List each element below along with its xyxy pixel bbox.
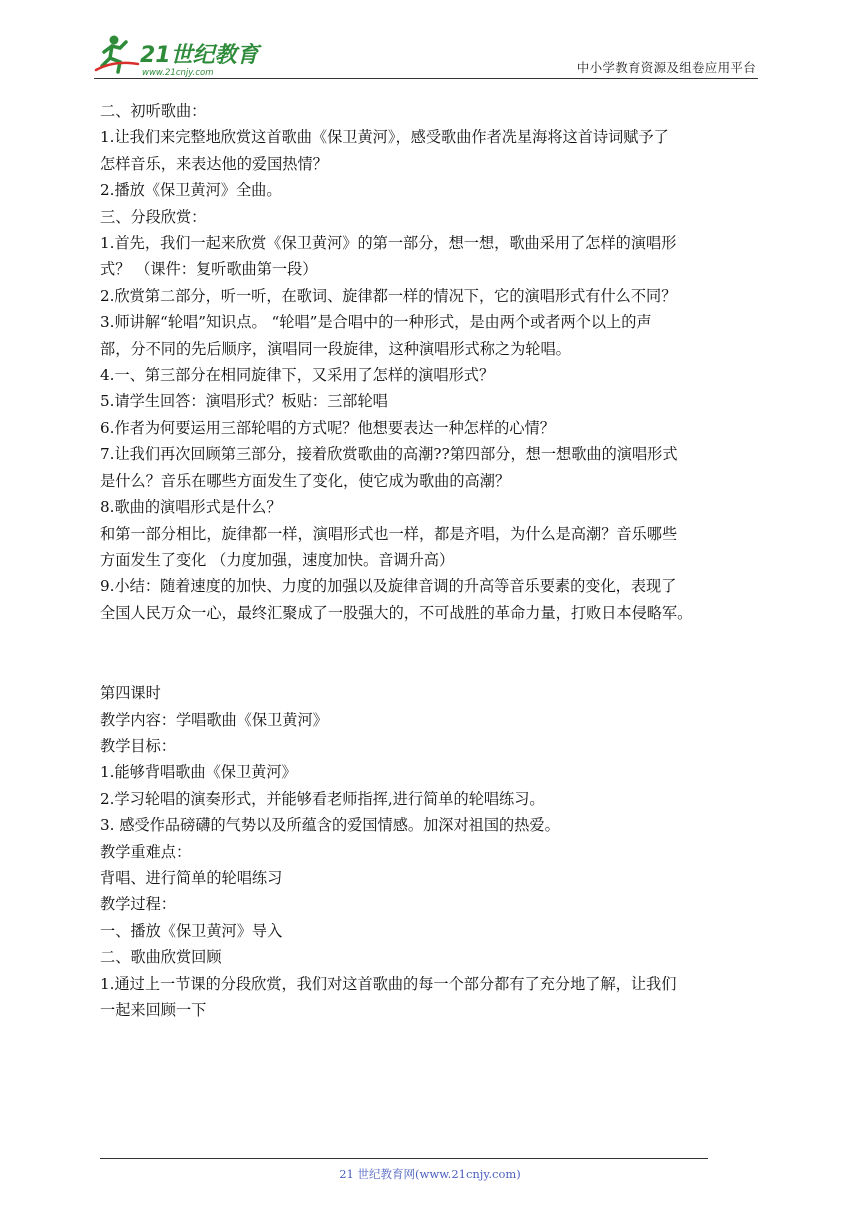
text-line: 1.首先，我们一起来欣赏《保卫黄河》的第一部分，想一想，歌曲采用了怎样的演唱形 xyxy=(100,234,677,253)
logo xyxy=(94,30,264,78)
text-line: 教学过程： xyxy=(100,895,176,914)
text-line: 怎样音乐，来表达他的爱国热情？ xyxy=(100,154,328,173)
text-line: 和第一部分相比，旋律都一样，演唱形式也一样，都是齐唱，为什么是高潮？音乐哪些 xyxy=(100,524,678,543)
text-line: 3.师讲解“轮唱”知识点。 “轮唱”是合唱中的一种形式，是由两个或者两个以上的声 xyxy=(100,313,652,332)
logo-url: www.21cnjy.com xyxy=(142,68,214,78)
text-line: 方面发生了变化 （力度加强，速度加快。音调升高） xyxy=(100,550,455,569)
text-line: 1.让我们来完整地欣赏这首歌曲《保卫黄河》，感受歌曲作者冼星海将这首诗词赋予了 xyxy=(100,128,669,147)
header-divider xyxy=(94,78,758,79)
text-line: 3. 感受作品磅礴的气势以及所蕴含的爱国情感。加深对祖国的热爱。 xyxy=(100,816,560,835)
footer-link[interactable]: 21 世纪教育网(www.21cnjy.com) xyxy=(339,1167,521,1181)
runner-icon xyxy=(96,36,138,73)
text-line: 9.小结：随着速度的加快、力度的加强以及旋律音调的升高等音乐要素的变化，表现了 xyxy=(100,577,677,596)
document-body xyxy=(100,98,768,1023)
text-line: 教学重难点： xyxy=(100,842,192,861)
footer-divider xyxy=(100,1158,708,1159)
text-line: 部，分不同的先后顺序，演唱同一段旋律，这种演唱形式称之为轮唱。 xyxy=(100,339,571,358)
text-line: 8.歌曲的演唱形式是什么？ xyxy=(100,498,282,517)
text-line: 是什么？音乐在哪些方面发生了变化，使它成为歌曲的高潮？ xyxy=(100,471,511,490)
text-line: 1.通过上一节课的分段欣赏，我们对这首歌曲的每一个部分都有了充分地了解，让我们 xyxy=(100,974,677,993)
text-line: 6.作者为何要运用三部轮唱的方式呢？他想要表达一种怎样的心情？ xyxy=(100,418,555,437)
text-line: 2.欣赏第二部分，听一听，在歌词、旋律都一样的情况下，它的演唱形式有什么不同？ xyxy=(100,286,677,305)
spacer xyxy=(100,626,768,680)
text-line: 2.学习轮唱的演奏形式，并能够看老师指挥,进行简单的轮唱练习。 xyxy=(100,789,545,808)
lesson-title: 第四课时 xyxy=(100,684,161,703)
text-line: 一起来回顾一下 xyxy=(100,1001,207,1019)
logo-text: 21世纪教育 xyxy=(140,43,259,68)
text-line: 三、分段欣赏： xyxy=(100,207,207,226)
text-line: 5.请学生回答：演唱形式？板贴：三部轮唱 xyxy=(100,392,388,411)
text-line: 二、初听歌曲： xyxy=(100,102,207,120)
text-line: 二、歌曲欣赏回顾 xyxy=(100,948,222,967)
text-line: 教学目标： xyxy=(100,736,176,755)
text-line: 全国人民万众一心，最终汇聚成了一股强大的，不可战胜的革命力量，打败日本侵略军。 xyxy=(100,603,693,622)
text-line: 1.能够背唱歌曲《保卫黄河》 xyxy=(100,763,297,782)
text-line: 7.让我们再次回顾第三部分，接着欣赏歌曲的高潮??第四部分，想一想歌曲的演唱形式 xyxy=(100,445,678,464)
text-line: 4.一、第三部分在相同旋律下，又采用了怎样的演唱形式？ xyxy=(100,366,495,385)
text-line: 一、播放《保卫黄河》导入 xyxy=(100,921,283,940)
platform-name: 中小学教育资源及组卷应用平台 xyxy=(576,60,756,75)
page-header xyxy=(0,0,860,80)
text-line: 2.播放《保卫黄河》全曲。 xyxy=(100,181,282,200)
text-line: 教学内容：学唱歌曲《保卫黄河》 xyxy=(100,710,328,729)
text-line: 式？ （课件：复听歌曲第一段） xyxy=(100,260,318,279)
text-line: 背唱、进行简单的轮唱练习 xyxy=(100,868,283,887)
